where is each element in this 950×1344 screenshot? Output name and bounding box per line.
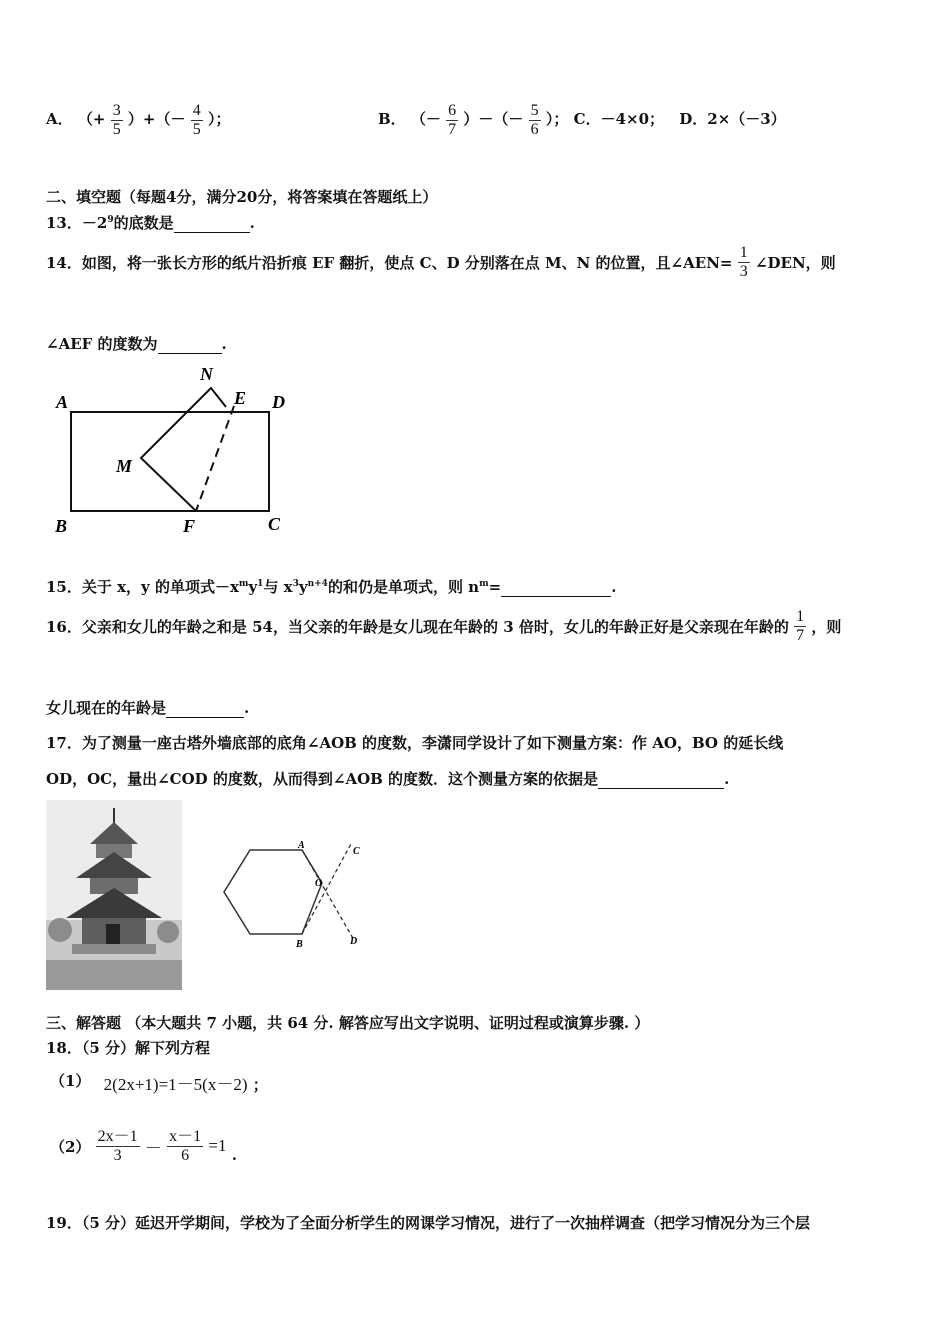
rectangle-abcd <box>71 412 269 511</box>
fraction: $\frac{1}{7}$ <box>796 608 805 644</box>
q17-line1: 17．为了测量一座古塔外墙底部的底角∠AOB 的度数，李潇同学设计了如下测量方案：作 AO，BO 的延长线 <box>46 734 784 752</box>
q12-option-a: A． （+ $\frac{3}{5}$ ）+（－ $\frac{4}{5}$ ）； <box>46 102 231 138</box>
folded-part <box>141 388 226 511</box>
label-a: A <box>298 840 305 851</box>
q13: 13．$-2^9$的底数是 . <box>46 214 255 232</box>
pagoda-illustration <box>46 800 182 990</box>
q15: 15．关于 x，y 的单项式$-x^my^1$与 $x^3y^{n+4}$的和仍是单项式，则 $n^m=$ . <box>46 578 617 596</box>
label-b: B <box>55 516 68 536</box>
q18-title: 18．（5 分）解下列方程 <box>46 1039 211 1057</box>
label-b: B <box>296 939 303 950</box>
label-c: C <box>268 514 281 534</box>
fraction: $\frac{6}{7}$ <box>448 102 457 138</box>
label-c: C <box>353 846 360 857</box>
fraction: $\frac{4}{5}$ <box>192 102 201 138</box>
label-d: D <box>350 936 358 947</box>
q17-line2: OD，OC，量出∠COD 的度数，从而得到∠AOB 的度数．这个测量方案的依据是 . <box>46 770 730 788</box>
label-d: D <box>272 392 285 412</box>
answer-blank[interactable] <box>174 214 250 233</box>
label-n: N <box>200 364 213 384</box>
q17-figure <box>218 832 378 956</box>
fold-line-ef <box>196 406 234 511</box>
pagoda-photo <box>46 800 182 990</box>
q18-part1: （1） 2(2x+1)=1－5(x－2) ； <box>50 1072 268 1094</box>
label-e: E <box>234 388 247 408</box>
section2-heading: 二、填空题（每题4分，满分20分，将答案填在答题纸上） <box>46 188 438 206</box>
q12-option-d: D．2×（－3） <box>679 110 786 129</box>
fraction: $\frac{1}{3}$ <box>739 244 748 280</box>
q12-option-b: B． （－ $\frac{6}{7}$ ）－（－ $\frac{5}{6}$ ）； C．－4×0； D．2×（－3） <box>378 102 786 138</box>
q19-line1: 19．（5 分）延迟开学期间，学校为了全面分析学生的网课学习情况，进行了一次抽样调查（把学习情况分为三个层 <box>46 1214 811 1232</box>
fraction: $\frac{2x-1}{3}$ <box>97 1128 138 1164</box>
label-f: F <box>183 516 196 536</box>
section3-heading: 三、解答题 （本大题共 7 小题，共 64 分. 解答应写出文字说明、证明过程或演算步骤. ） <box>46 1014 650 1032</box>
q18-part2: （2） $\frac{2x-1}{3}$ － $\frac{x-1}{6}$ =1 . <box>50 1128 237 1165</box>
hexagon-base <box>224 850 322 934</box>
answer-blank[interactable] <box>501 578 611 597</box>
q16-line1: 16．父亲和女儿的年龄之和是 54，当父亲的年龄是女儿现在年龄的 3 倍时，女儿的年龄正好是父亲现在年龄的 $\frac{1}{7}$ ，则 <box>46 608 842 644</box>
q16-line2: 女儿现在的年龄是 . <box>46 699 250 717</box>
answer-blank[interactable] <box>166 699 244 718</box>
fraction: $\frac{5}{6}$ <box>530 102 539 138</box>
fraction: $\frac{3}{5}$ <box>112 102 121 138</box>
q14-line2: ∠AEF 的度数为 . <box>46 335 227 353</box>
label-a: A <box>56 392 69 412</box>
q14-line1: 14．如图，将一张长方形的纸片沿折痕 EF 翻折，使点 C、D 分别落在点 M、N 的位置，且∠AEN= $\frac{1}{3}$ ∠DEN，则 <box>46 244 836 280</box>
answer-blank[interactable] <box>598 770 724 789</box>
line-ad <box>302 850 354 940</box>
fraction: $\frac{x-1}{6}$ <box>169 1128 202 1164</box>
line-bc <box>302 842 352 934</box>
q12-option-c: C．－4×0； <box>573 110 665 129</box>
answer-blank[interactable] <box>158 335 222 354</box>
label-m: M <box>116 456 133 476</box>
label-o: O <box>315 878 323 889</box>
equation-1: 2(2x+1)=1－5(x－2) <box>103 1075 248 1094</box>
q14-figure <box>46 360 306 540</box>
